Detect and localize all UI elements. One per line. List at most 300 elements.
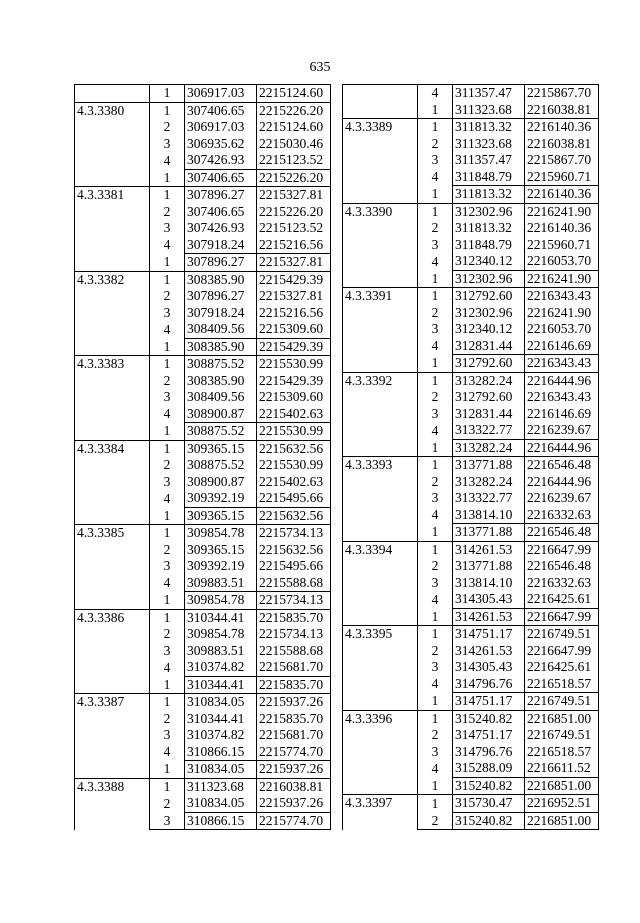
parcel-id: 4.3.3391 bbox=[343, 288, 418, 373]
x-coordinate: 313814.10 bbox=[453, 575, 525, 592]
point-number: 4 bbox=[418, 253, 453, 270]
point-number: 4 bbox=[418, 422, 453, 439]
y-coordinate: 2216146.69 bbox=[525, 406, 599, 423]
table-row bbox=[75, 187, 331, 204]
x-coordinate: 307896.27 bbox=[185, 187, 257, 204]
x-coordinate: 307426.93 bbox=[185, 152, 257, 169]
y-coordinate: 2216241.90 bbox=[525, 203, 599, 220]
y-coordinate: 2216952.51 bbox=[525, 795, 599, 813]
parcel-id: 4.3.3390 bbox=[343, 203, 418, 288]
x-coordinate: 314261.53 bbox=[453, 643, 525, 660]
x-coordinate: 315288.09 bbox=[453, 760, 525, 777]
point-number: 1 bbox=[150, 423, 185, 441]
point-number: 3 bbox=[150, 389, 185, 406]
point-number: 3 bbox=[150, 305, 185, 322]
point-number: 1 bbox=[150, 102, 185, 119]
point-number: 3 bbox=[150, 220, 185, 237]
point-number: 4 bbox=[150, 575, 185, 592]
y-coordinate: 2215681.70 bbox=[257, 659, 331, 676]
y-coordinate: 2216140.36 bbox=[525, 220, 599, 237]
x-coordinate: 308385.90 bbox=[185, 271, 257, 288]
point-number: 1 bbox=[150, 507, 185, 525]
x-coordinate: 314261.53 bbox=[453, 541, 525, 558]
x-coordinate: 308900.87 bbox=[185, 474, 257, 491]
y-coordinate: 2216053.70 bbox=[525, 253, 599, 270]
point-number: 2 bbox=[150, 119, 185, 136]
y-coordinate: 2215734.13 bbox=[257, 525, 331, 542]
y-coordinate: 2216343.43 bbox=[525, 288, 599, 305]
parcel-id bbox=[75, 85, 150, 103]
point-number: 1 bbox=[418, 608, 453, 626]
table-row bbox=[75, 778, 331, 795]
x-coordinate: 309883.51 bbox=[185, 643, 257, 660]
x-coordinate: 313771.88 bbox=[453, 524, 525, 542]
table-row bbox=[343, 795, 599, 813]
x-coordinate: 309854.78 bbox=[185, 626, 257, 643]
x-coordinate: 310834.05 bbox=[185, 694, 257, 711]
x-coordinate: 312302.96 bbox=[453, 305, 525, 322]
x-coordinate: 314751.17 bbox=[453, 626, 525, 643]
table-row bbox=[75, 525, 331, 542]
x-coordinate: 306917.03 bbox=[185, 85, 257, 103]
point-number: 4 bbox=[150, 152, 185, 169]
point-number: 1 bbox=[418, 372, 453, 389]
y-coordinate: 2216425.61 bbox=[525, 591, 599, 608]
y-coordinate: 2216140.36 bbox=[525, 186, 599, 204]
x-coordinate: 312831.44 bbox=[453, 338, 525, 355]
point-number: 1 bbox=[150, 169, 185, 187]
coordinates-table-left bbox=[74, 84, 331, 830]
x-coordinate: 308385.90 bbox=[185, 338, 257, 356]
y-coordinate: 2215226.20 bbox=[257, 102, 331, 119]
x-coordinate: 313322.77 bbox=[453, 490, 525, 507]
point-number: 2 bbox=[418, 136, 453, 153]
y-coordinate: 2216611.52 bbox=[525, 760, 599, 777]
point-number: 2 bbox=[150, 288, 185, 305]
y-coordinate: 2216146.69 bbox=[525, 338, 599, 355]
y-coordinate: 2215226.20 bbox=[257, 169, 331, 187]
x-coordinate: 312302.96 bbox=[453, 203, 525, 220]
table-row bbox=[343, 119, 599, 136]
x-coordinate: 310834.05 bbox=[185, 795, 257, 812]
point-number: 2 bbox=[418, 474, 453, 491]
point-number: 3 bbox=[150, 558, 185, 575]
x-coordinate: 311357.47 bbox=[453, 152, 525, 169]
point-number: 1 bbox=[150, 778, 185, 795]
y-coordinate: 2215632.56 bbox=[257, 507, 331, 525]
y-coordinate: 2216851.00 bbox=[525, 777, 599, 795]
x-coordinate: 309365.15 bbox=[185, 542, 257, 559]
x-coordinate: 311813.32 bbox=[453, 186, 525, 204]
y-coordinate: 2216546.48 bbox=[525, 457, 599, 474]
x-coordinate: 313282.24 bbox=[453, 439, 525, 457]
y-coordinate: 2216518.57 bbox=[525, 676, 599, 693]
point-number: 2 bbox=[418, 305, 453, 322]
x-coordinate: 309365.15 bbox=[185, 440, 257, 457]
point-number: 1 bbox=[418, 524, 453, 542]
x-coordinate: 309365.15 bbox=[185, 507, 257, 525]
point-number: 1 bbox=[418, 439, 453, 457]
point-number: 4 bbox=[150, 744, 185, 761]
y-coordinate: 2215123.52 bbox=[257, 152, 331, 169]
x-coordinate: 307896.27 bbox=[185, 288, 257, 305]
y-coordinate: 2215429.39 bbox=[257, 338, 331, 356]
x-coordinate: 309883.51 bbox=[185, 575, 257, 592]
point-number: 1 bbox=[150, 440, 185, 457]
x-coordinate: 306935.62 bbox=[185, 136, 257, 153]
x-coordinate: 312340.12 bbox=[453, 253, 525, 270]
x-coordinate: 312792.60 bbox=[453, 355, 525, 373]
y-coordinate: 2215226.20 bbox=[257, 204, 331, 221]
x-coordinate: 306917.03 bbox=[185, 119, 257, 136]
y-coordinate: 2215867.70 bbox=[525, 152, 599, 169]
y-coordinate: 2216425.61 bbox=[525, 659, 599, 676]
x-coordinate: 311848.79 bbox=[453, 237, 525, 254]
point-number: 3 bbox=[150, 136, 185, 153]
y-coordinate: 2216053.70 bbox=[525, 321, 599, 338]
y-coordinate: 2215124.60 bbox=[257, 119, 331, 136]
y-coordinate: 2215309.60 bbox=[257, 389, 331, 406]
x-coordinate: 308900.87 bbox=[185, 406, 257, 423]
point-number: 2 bbox=[150, 542, 185, 559]
y-coordinate: 2215835.70 bbox=[257, 676, 331, 694]
y-coordinate: 2216241.90 bbox=[525, 305, 599, 322]
y-coordinate: 2216546.48 bbox=[525, 524, 599, 542]
table-row bbox=[75, 440, 331, 457]
point-number: 1 bbox=[150, 525, 185, 542]
x-coordinate: 312831.44 bbox=[453, 406, 525, 423]
x-coordinate: 312792.60 bbox=[453, 389, 525, 406]
point-number: 2 bbox=[418, 220, 453, 237]
parcel-id: 4.3.3384 bbox=[75, 440, 150, 525]
y-coordinate: 2216444.96 bbox=[525, 439, 599, 457]
point-number: 4 bbox=[150, 659, 185, 676]
y-coordinate: 2216038.81 bbox=[525, 136, 599, 153]
y-coordinate: 2215937.26 bbox=[257, 761, 331, 779]
point-number: 3 bbox=[418, 321, 453, 338]
y-coordinate: 2215402.63 bbox=[257, 474, 331, 491]
x-coordinate: 315240.82 bbox=[453, 777, 525, 795]
point-number: 3 bbox=[150, 727, 185, 744]
point-number: 1 bbox=[418, 626, 453, 643]
x-coordinate: 308875.52 bbox=[185, 356, 257, 373]
x-coordinate: 312792.60 bbox=[453, 288, 525, 305]
y-coordinate: 2215960.71 bbox=[525, 169, 599, 186]
point-number: 3 bbox=[418, 490, 453, 507]
y-coordinate: 2216749.51 bbox=[525, 693, 599, 711]
point-number: 4 bbox=[418, 760, 453, 777]
y-coordinate: 2216239.67 bbox=[525, 422, 599, 439]
point-number: 1 bbox=[418, 203, 453, 220]
point-number: 1 bbox=[418, 355, 453, 373]
y-coordinate: 2216343.43 bbox=[525, 355, 599, 373]
y-coordinate: 2216546.48 bbox=[525, 558, 599, 575]
table-row bbox=[343, 626, 599, 643]
y-coordinate: 2215835.70 bbox=[257, 609, 331, 626]
x-coordinate: 313322.77 bbox=[453, 422, 525, 439]
y-coordinate: 2215309.60 bbox=[257, 321, 331, 338]
y-coordinate: 2216647.99 bbox=[525, 541, 599, 558]
y-coordinate: 2216140.36 bbox=[525, 119, 599, 136]
y-coordinate: 2215937.26 bbox=[257, 795, 331, 812]
y-coordinate: 2215530.99 bbox=[257, 423, 331, 441]
point-number: 1 bbox=[150, 254, 185, 272]
x-coordinate: 310344.41 bbox=[185, 676, 257, 694]
point-number: 1 bbox=[150, 85, 185, 103]
x-coordinate: 313814.10 bbox=[453, 507, 525, 524]
point-number: 1 bbox=[150, 592, 185, 610]
point-number: 1 bbox=[418, 270, 453, 288]
y-coordinate: 2215774.70 bbox=[257, 812, 331, 830]
point-number: 2 bbox=[150, 711, 185, 728]
x-coordinate: 312340.12 bbox=[453, 321, 525, 338]
table-row bbox=[343, 372, 599, 389]
point-number: 1 bbox=[418, 541, 453, 558]
point-number: 4 bbox=[418, 85, 453, 102]
x-coordinate: 315730.47 bbox=[453, 795, 525, 813]
parcel-id: 4.3.3396 bbox=[343, 710, 418, 795]
point-number: 2 bbox=[150, 626, 185, 643]
point-number: 3 bbox=[418, 406, 453, 423]
y-coordinate: 2216343.43 bbox=[525, 389, 599, 406]
point-number: 4 bbox=[150, 321, 185, 338]
point-number: 4 bbox=[418, 676, 453, 693]
point-number: 1 bbox=[418, 710, 453, 727]
parcel-id: 4.3.3389 bbox=[343, 119, 418, 204]
y-coordinate: 2215402.63 bbox=[257, 406, 331, 423]
x-coordinate: 311323.68 bbox=[185, 778, 257, 795]
x-coordinate: 310866.15 bbox=[185, 812, 257, 830]
parcel-id: 4.3.3382 bbox=[75, 271, 150, 356]
point-number: 4 bbox=[418, 338, 453, 355]
x-coordinate: 315240.82 bbox=[453, 710, 525, 727]
y-coordinate: 2215734.13 bbox=[257, 592, 331, 610]
point-number: 3 bbox=[418, 575, 453, 592]
x-coordinate: 310834.05 bbox=[185, 761, 257, 779]
x-coordinate: 307896.27 bbox=[185, 254, 257, 272]
x-coordinate: 311813.32 bbox=[453, 119, 525, 136]
y-coordinate: 2215530.99 bbox=[257, 356, 331, 373]
point-number: 2 bbox=[418, 812, 453, 830]
point-number: 3 bbox=[150, 474, 185, 491]
point-number: 2 bbox=[150, 204, 185, 221]
point-number: 1 bbox=[418, 777, 453, 795]
point-number: 4 bbox=[418, 507, 453, 524]
point-number: 2 bbox=[150, 373, 185, 390]
table-row bbox=[75, 609, 331, 626]
y-coordinate: 2216444.96 bbox=[525, 372, 599, 389]
x-coordinate: 310374.82 bbox=[185, 659, 257, 676]
y-coordinate: 2215937.26 bbox=[257, 694, 331, 711]
point-number: 4 bbox=[150, 237, 185, 254]
point-number: 2 bbox=[150, 457, 185, 474]
y-coordinate: 2215429.39 bbox=[257, 373, 331, 390]
table-row bbox=[343, 710, 599, 727]
point-number: 1 bbox=[150, 338, 185, 356]
parcel-id: 4.3.3395 bbox=[343, 626, 418, 711]
x-coordinate: 309854.78 bbox=[185, 592, 257, 610]
y-coordinate: 2215327.81 bbox=[257, 288, 331, 305]
point-number: 3 bbox=[418, 152, 453, 169]
x-coordinate: 315240.82 bbox=[453, 812, 525, 830]
parcel-id: 4.3.3388 bbox=[75, 778, 150, 830]
parcel-id: 4.3.3397 bbox=[343, 795, 418, 830]
x-coordinate: 311323.68 bbox=[453, 102, 525, 119]
point-number: 1 bbox=[150, 609, 185, 626]
y-coordinate: 2215327.81 bbox=[257, 187, 331, 204]
y-coordinate: 2215123.52 bbox=[257, 220, 331, 237]
point-number: 2 bbox=[418, 389, 453, 406]
parcel-id: 4.3.3380 bbox=[75, 102, 150, 187]
y-coordinate: 2216749.51 bbox=[525, 727, 599, 744]
x-coordinate: 314796.76 bbox=[453, 676, 525, 693]
x-coordinate: 307406.65 bbox=[185, 204, 257, 221]
point-number: 4 bbox=[418, 169, 453, 186]
x-coordinate: 309854.78 bbox=[185, 525, 257, 542]
y-coordinate: 2215960.71 bbox=[525, 237, 599, 254]
x-coordinate: 310374.82 bbox=[185, 727, 257, 744]
table-row bbox=[343, 85, 599, 102]
y-coordinate: 2216444.96 bbox=[525, 474, 599, 491]
y-coordinate: 2215124.60 bbox=[257, 85, 331, 103]
y-coordinate: 2216749.51 bbox=[525, 626, 599, 643]
x-coordinate: 313282.24 bbox=[453, 474, 525, 491]
table-row bbox=[343, 541, 599, 558]
x-coordinate: 314305.43 bbox=[453, 659, 525, 676]
x-coordinate: 308385.90 bbox=[185, 373, 257, 390]
point-number: 3 bbox=[418, 659, 453, 676]
point-number: 4 bbox=[150, 406, 185, 423]
parcel-id: 4.3.3392 bbox=[343, 372, 418, 457]
point-number: 4 bbox=[418, 591, 453, 608]
point-number: 2 bbox=[418, 558, 453, 575]
y-coordinate: 2216038.81 bbox=[525, 102, 599, 119]
parcel-id: 4.3.3383 bbox=[75, 356, 150, 441]
point-number: 1 bbox=[150, 271, 185, 288]
x-coordinate: 307918.24 bbox=[185, 305, 257, 322]
x-coordinate: 308875.52 bbox=[185, 457, 257, 474]
y-coordinate: 2215495.66 bbox=[257, 558, 331, 575]
y-coordinate: 2215495.66 bbox=[257, 490, 331, 507]
x-coordinate: 307406.65 bbox=[185, 102, 257, 119]
y-coordinate: 2215632.56 bbox=[257, 440, 331, 457]
x-coordinate: 314751.17 bbox=[453, 727, 525, 744]
x-coordinate: 310866.15 bbox=[185, 744, 257, 761]
y-coordinate: 2216647.99 bbox=[525, 608, 599, 626]
point-number: 1 bbox=[150, 187, 185, 204]
point-number: 1 bbox=[418, 186, 453, 204]
x-coordinate: 314751.17 bbox=[453, 693, 525, 711]
point-number: 3 bbox=[150, 643, 185, 660]
table-row bbox=[343, 203, 599, 220]
x-coordinate: 310344.41 bbox=[185, 711, 257, 728]
table-row bbox=[343, 288, 599, 305]
x-coordinate: 308409.56 bbox=[185, 321, 257, 338]
y-coordinate: 2215734.13 bbox=[257, 626, 331, 643]
y-coordinate: 2216332.63 bbox=[525, 507, 599, 524]
point-number: 1 bbox=[150, 676, 185, 694]
y-coordinate: 2215835.70 bbox=[257, 711, 331, 728]
parcel-id bbox=[343, 85, 418, 119]
y-coordinate: 2215530.99 bbox=[257, 457, 331, 474]
point-number: 1 bbox=[150, 694, 185, 711]
x-coordinate: 309392.19 bbox=[185, 558, 257, 575]
x-coordinate: 311813.32 bbox=[453, 220, 525, 237]
y-coordinate: 2215774.70 bbox=[257, 744, 331, 761]
y-coordinate: 2216851.00 bbox=[525, 710, 599, 727]
y-coordinate: 2216518.57 bbox=[525, 744, 599, 761]
y-coordinate: 2215216.56 bbox=[257, 305, 331, 322]
x-coordinate: 308409.56 bbox=[185, 389, 257, 406]
table-row bbox=[75, 85, 331, 103]
x-coordinate: 313771.88 bbox=[453, 457, 525, 474]
parcel-id: 4.3.3394 bbox=[343, 541, 418, 626]
y-coordinate: 2216851.00 bbox=[525, 812, 599, 830]
point-number: 1 bbox=[418, 795, 453, 813]
x-coordinate: 308875.52 bbox=[185, 423, 257, 441]
point-number: 2 bbox=[150, 795, 185, 812]
point-number: 1 bbox=[150, 356, 185, 373]
point-number: 2 bbox=[418, 727, 453, 744]
x-coordinate: 314305.43 bbox=[453, 591, 525, 608]
parcel-id: 4.3.3393 bbox=[343, 457, 418, 542]
y-coordinate: 2215327.81 bbox=[257, 254, 331, 272]
point-number: 4 bbox=[150, 490, 185, 507]
point-number: 2 bbox=[418, 643, 453, 660]
table-row bbox=[343, 457, 599, 474]
point-number: 1 bbox=[418, 102, 453, 119]
y-coordinate: 2216038.81 bbox=[257, 778, 331, 795]
point-number: 3 bbox=[418, 237, 453, 254]
x-coordinate: 311357.47 bbox=[453, 85, 525, 102]
y-coordinate: 2215867.70 bbox=[525, 85, 599, 102]
point-number: 1 bbox=[418, 457, 453, 474]
coordinates-table-right bbox=[342, 84, 599, 830]
point-number: 1 bbox=[418, 693, 453, 711]
point-number: 1 bbox=[418, 288, 453, 305]
table-row bbox=[75, 694, 331, 711]
x-coordinate: 311323.68 bbox=[453, 136, 525, 153]
y-coordinate: 2216647.99 bbox=[525, 643, 599, 660]
x-coordinate: 314261.53 bbox=[453, 608, 525, 626]
y-coordinate: 2215681.70 bbox=[257, 727, 331, 744]
parcel-id: 4.3.3386 bbox=[75, 609, 150, 694]
x-coordinate: 314796.76 bbox=[453, 744, 525, 761]
y-coordinate: 2216241.90 bbox=[525, 270, 599, 288]
y-coordinate: 2216332.63 bbox=[525, 575, 599, 592]
parcel-id: 4.3.3387 bbox=[75, 694, 150, 779]
y-coordinate: 2215632.56 bbox=[257, 542, 331, 559]
parcel-id: 4.3.3385 bbox=[75, 525, 150, 610]
x-coordinate: 307406.65 bbox=[185, 169, 257, 187]
x-coordinate: 313771.88 bbox=[453, 558, 525, 575]
table-row bbox=[75, 102, 331, 119]
parcel-id: 4.3.3381 bbox=[75, 187, 150, 272]
point-number: 3 bbox=[150, 812, 185, 830]
x-coordinate: 309392.19 bbox=[185, 490, 257, 507]
x-coordinate: 313282.24 bbox=[453, 372, 525, 389]
point-number: 1 bbox=[150, 761, 185, 779]
point-number: 1 bbox=[418, 119, 453, 136]
y-coordinate: 2215429.39 bbox=[257, 271, 331, 288]
x-coordinate: 307426.93 bbox=[185, 220, 257, 237]
y-coordinate: 2215588.68 bbox=[257, 575, 331, 592]
table-row bbox=[75, 356, 331, 373]
point-number: 3 bbox=[418, 744, 453, 761]
y-coordinate: 2215030.46 bbox=[257, 136, 331, 153]
x-coordinate: 311848.79 bbox=[453, 169, 525, 186]
x-coordinate: 307918.24 bbox=[185, 237, 257, 254]
